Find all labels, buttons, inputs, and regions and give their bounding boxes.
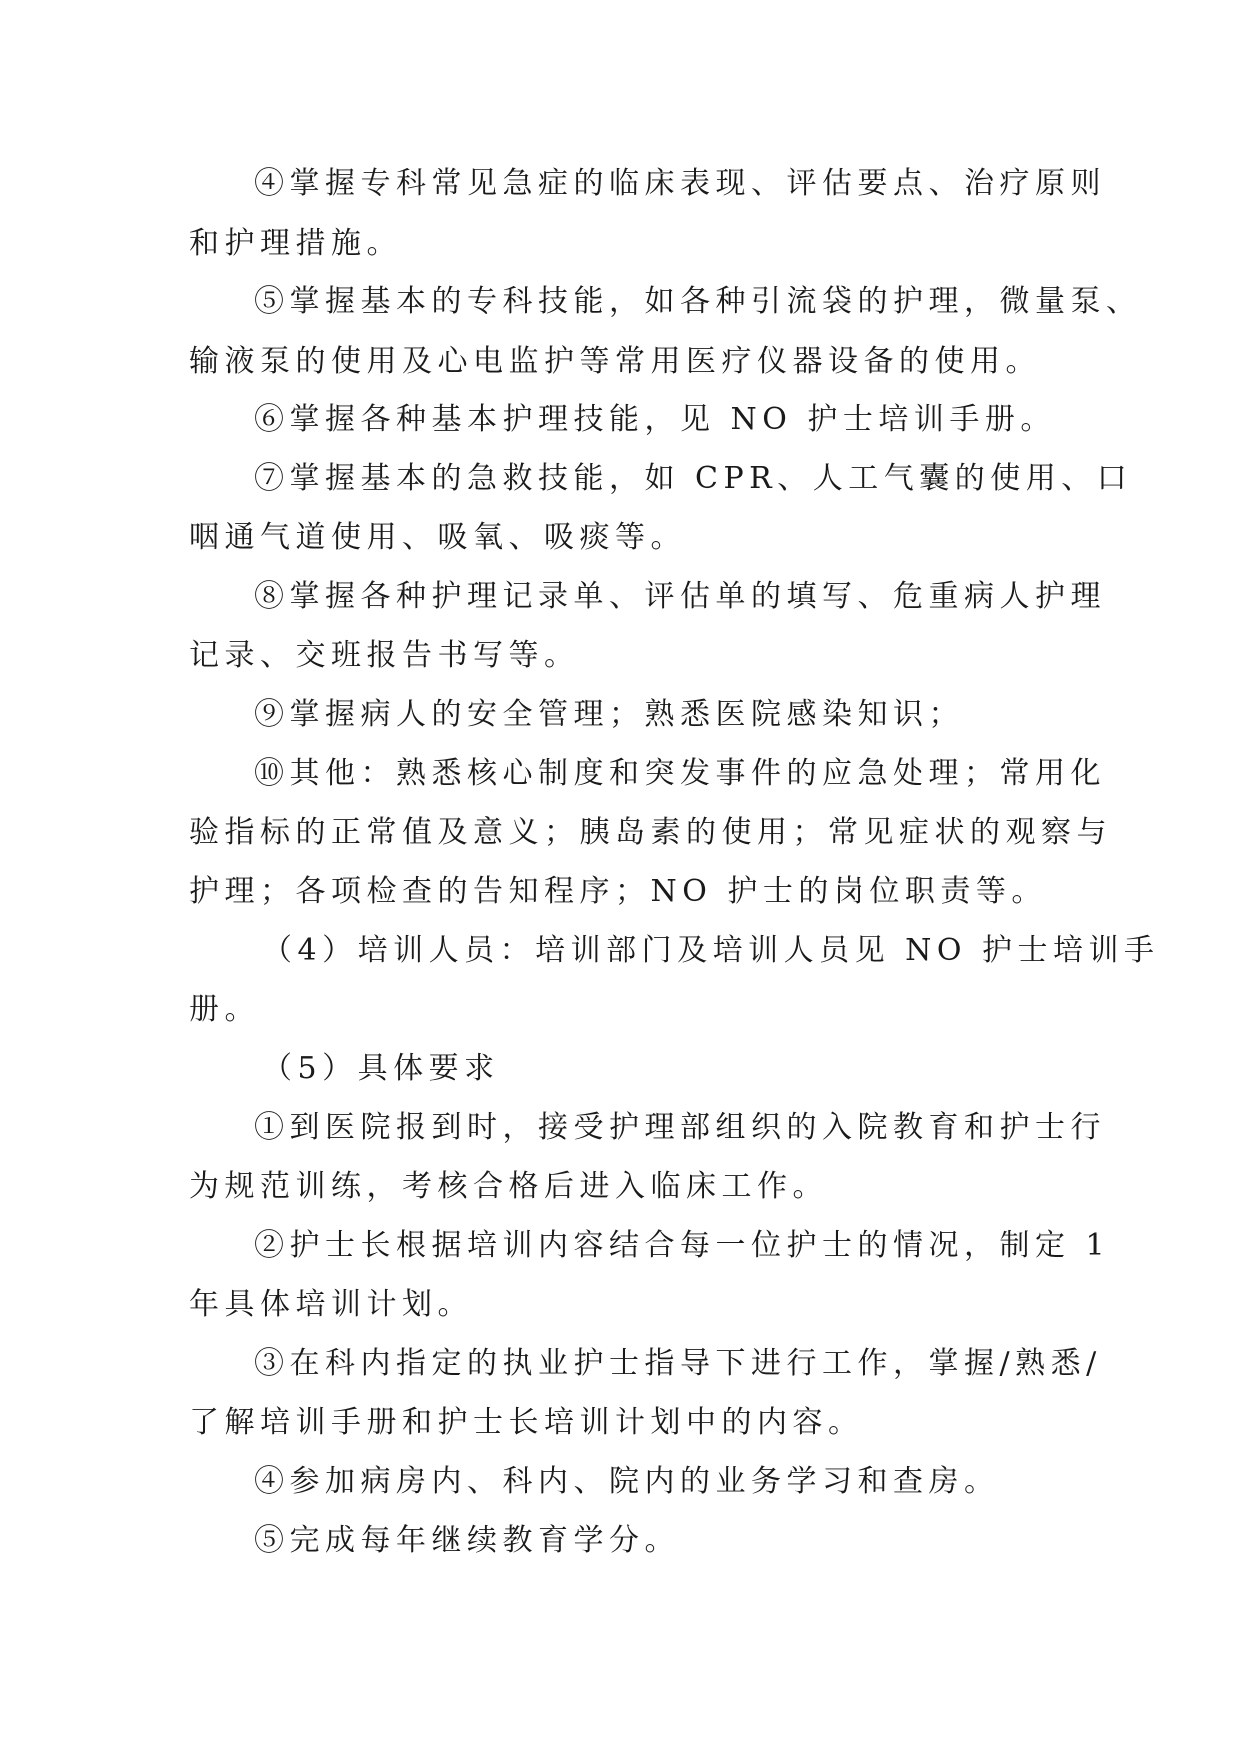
req-3-supervised-work: ③在科内指定的执业护士指导下进行工作，掌握/熟悉/ <box>254 1346 1102 1381</box>
item-8-nursing-records: ⑧掌握各种护理记录单、评估单的填写、危重病人护理 <box>254 579 1106 614</box>
req-1-orientation: ①到医院报到时，接受护理部组织的入院教育和护士行 <box>254 1110 1106 1145</box>
item-5-specialty-skills: ⑤掌握基本的专科技能，如各种引流袋的护理，微量泵、 <box>254 284 1142 319</box>
req-2-continuation: 年具体培训计划。 <box>189 1287 473 1322</box>
item-10-other: ⑩其他：熟悉核心制度和突发事件的应急处理；常用化 <box>254 756 1106 791</box>
item-6-basic-nursing-skills: ⑥掌握各种基本护理技能，见 NO 护士培训手册。 <box>254 402 1056 437</box>
req-1-continuation: 为规范训练，考核合格后进入临床工作。 <box>189 1169 828 1204</box>
item-4-continuation: 和护理措施。 <box>189 226 402 261</box>
req-5-education-credits: ⑤完成每年继续教育学分。 <box>254 1523 680 1558</box>
item-9-safety-management: ⑨掌握病人的安全管理；熟悉医院感染知识； <box>254 697 964 732</box>
section-4-continuation: 册。 <box>189 992 260 1027</box>
item-7-continuation: 咽通气道使用、吸氧、吸痰等。 <box>189 520 686 555</box>
item-5-continuation: 输液泵的使用及心电监护等常用医疗仪器设备的使用。 <box>189 344 1041 379</box>
req-2-training-plan: ②护士长根据培训内容结合每一位护士的情况，制定 1 <box>254 1228 1111 1263</box>
section-4-trainers: （4）培训人员：培训部门及培训人员见 NO 护士培训手 <box>262 933 1160 968</box>
req-3-continuation: 了解培训手册和护士长培训计划中的内容。 <box>189 1405 864 1440</box>
item-8-continuation: 记录、交班报告书写等。 <box>189 638 580 673</box>
item-4-specialty-emergencies: ④掌握专科常见急症的临床表现、评估要点、治疗原则 <box>254 166 1106 201</box>
item-10-continuation-1: 验指标的正常值及意义；胰岛素的使用；常见症状的观察与 <box>189 815 1112 850</box>
item-7-first-aid-skills: ⑦掌握基本的急救技能，如 CPR、人工气囊的使用、口 <box>254 461 1133 496</box>
section-5-heading: （5）具体要求 <box>262 1051 500 1086</box>
item-10-continuation-2: 护理；各项检查的告知程序；NO 护士的岗位职责等。 <box>189 874 1047 909</box>
req-4-study-rounds: ④参加病房内、科内、院内的业务学习和查房。 <box>254 1464 1000 1499</box>
